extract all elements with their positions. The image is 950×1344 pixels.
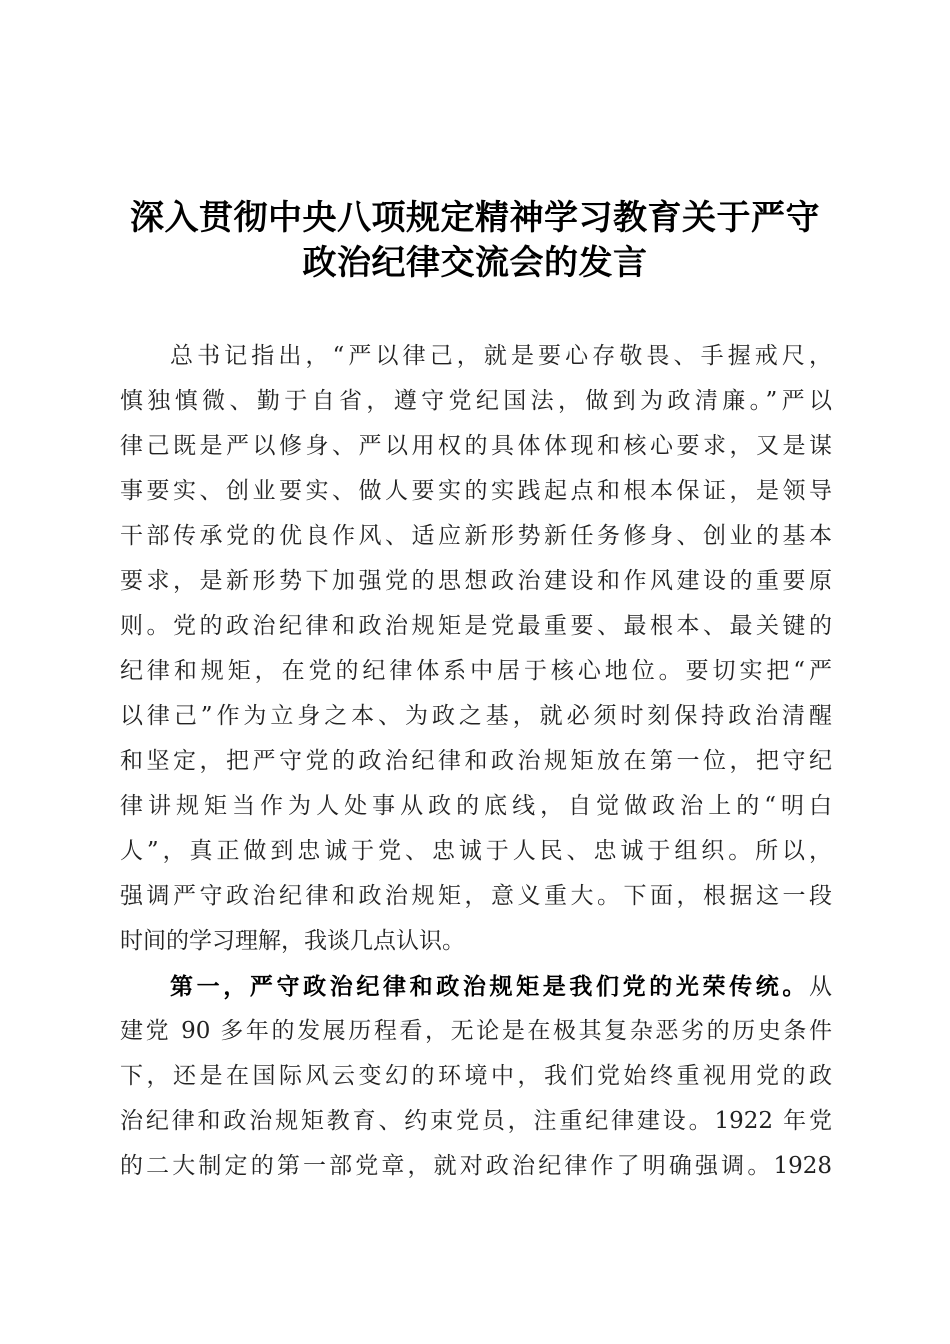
text-line: 慎独慎微、勤于自省，遵守党纪国法，做到为政清廉。”严以 (120, 388, 832, 414)
paragraph-first-point (120, 964, 832, 1189)
text-line (120, 964, 832, 1009)
text-line: 律讲规矩当作为人处事从政的底线，自觉做政治上的“明白 (120, 793, 832, 819)
text-line: 建党 90 多年的发展历程看，无论是在极其复杂恶劣的历史条件 (120, 1018, 832, 1044)
text-line: 时间的学习理解，我谈几点认识。 (120, 928, 465, 954)
text-line: 和坚定，把严守党的政治纪律和政治规矩放在第一位，把守纪 (120, 748, 832, 774)
document-title (110, 196, 840, 286)
text-line: 下，还是在国际风云变幻的环境中，我们党始终重视用党的政 (120, 1063, 832, 1089)
text-line: 事要实、创业要实、做人要实的实践起点和根本保证，是领导 (120, 478, 832, 504)
text-line: 人”，真正做到忠诚于党、忠诚于人民、忠诚于组织。所以， (120, 838, 832, 864)
title-line: 深入贯彻中央八项规定精神学习教育关于严守 (130, 198, 820, 238)
text-line: 则。党的政治纪律和政治规矩是党最重要、最根本、最关键的 (120, 613, 832, 639)
paragraph-intro (120, 334, 832, 964)
text-line: 干部传承党的优良作风、适应新形势新任务修身、创业的基本 (120, 523, 832, 549)
document-body (120, 334, 832, 1189)
text-line: 治纪律和政治规矩教育、约束党员，注重纪律建设。1922 年党 (120, 1108, 832, 1134)
point-heading: 第一，严守政治纪律和政治规矩是我们党的光荣传统。 (170, 973, 809, 1000)
heading-tail: 从 (809, 974, 832, 1000)
text-line: 以律己”作为立身之本、为政之基，就必须时刻保持政治清醒 (120, 703, 832, 729)
title-line: 政治纪律交流会的发言 (302, 243, 648, 283)
text-line: 总书记指出，“严以律己，就是要心存敬畏、手握戒尺， (170, 343, 832, 369)
text-line: 的二大制定的第一部党章，就对政治纪律作了明确强调。1928 (120, 1153, 832, 1179)
text-line: 强调严守政治纪律和政治规矩，意义重大。下面，根据这一段 (120, 883, 832, 909)
text-line: 律己既是严以修身、严以用权的具体体现和核心要求，又是谋 (120, 433, 832, 459)
text-line: 纪律和规矩，在党的纪律体系中居于核心地位。要切实把“严 (120, 658, 832, 684)
text-line: 要求，是新形势下加强党的思想政治建设和作风建设的重要原 (120, 568, 832, 594)
